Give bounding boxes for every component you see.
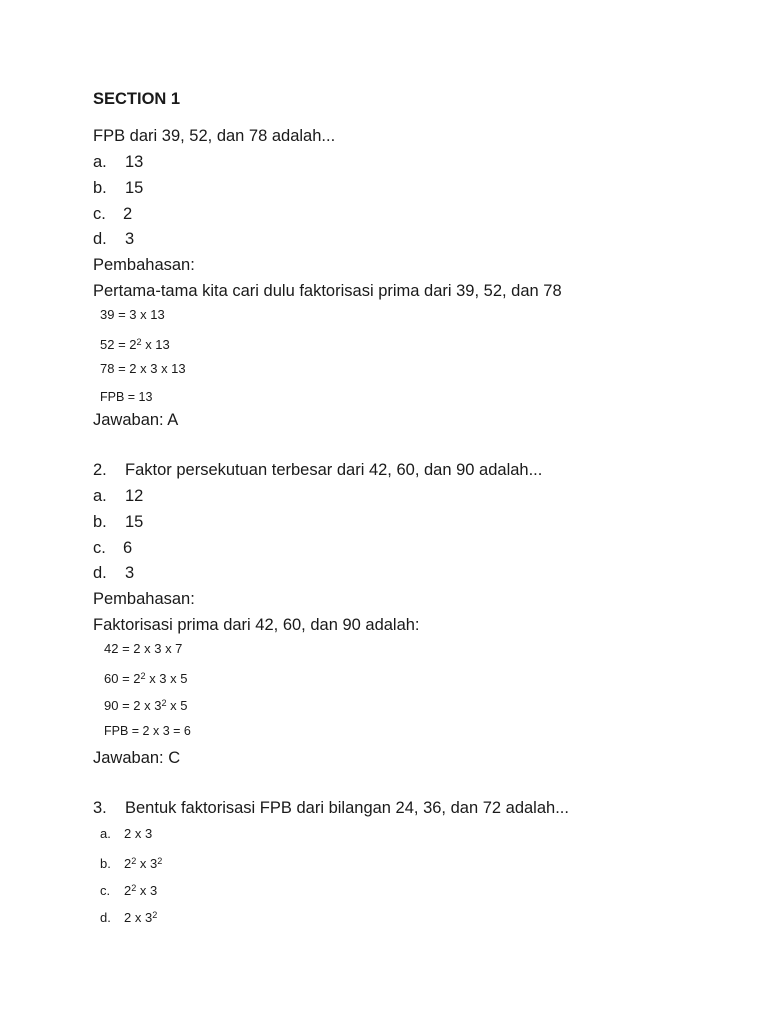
superscript: 2 <box>157 856 163 866</box>
superscript: 2 <box>131 856 137 866</box>
question-2-text: Faktor persekutuan terbesar dari 42, 60, dan 90 adalah... <box>125 461 543 479</box>
q2-answer: Jawaban: C <box>93 749 181 767</box>
step-text: x 5 <box>166 698 188 714</box>
superscript: 2 <box>131 883 137 893</box>
q2-option-b <box>93 511 143 533</box>
option-text: 12 <box>125 487 144 505</box>
option-letter: c. <box>93 539 106 557</box>
option-letter: a. <box>93 153 107 171</box>
q3-option-d <box>100 906 157 927</box>
option-text: x 3 <box>136 856 158 872</box>
option-letter: c. <box>93 205 106 223</box>
option-letter: a. <box>93 487 107 505</box>
option-text: 2 <box>124 856 132 872</box>
option-text: 3 <box>125 230 135 248</box>
option-text: 15 <box>125 513 144 531</box>
q2-option-c <box>93 537 132 559</box>
question-3-text: Bentuk faktorisasi FPB dari bilangan 24, 36, dan 72 adalah... <box>125 799 569 817</box>
option-text: 6 <box>123 539 133 557</box>
option-text: 13 <box>125 153 144 171</box>
q3-option-c <box>100 879 157 900</box>
option-letter: a. <box>100 826 111 841</box>
step-text: 90 = 2 x 3 <box>104 698 162 714</box>
option-letter: b. <box>100 856 111 872</box>
option-text: 2 <box>124 883 132 899</box>
q3-option-b <box>100 852 162 873</box>
q2-step-2 <box>104 667 188 688</box>
section-title: SECTION 1 <box>93 90 181 108</box>
option-letter: b. <box>93 179 107 197</box>
step-text: 52 = 2 <box>100 337 137 353</box>
q1-discussion-label: Pembahasan: <box>93 256 195 274</box>
superscript: 2 <box>136 337 142 347</box>
option-text: 2 x 3 <box>124 910 153 926</box>
question-number: 3. <box>93 799 107 817</box>
q1-step-2 <box>100 333 170 354</box>
q2-step-4: FPB = 2 x 3 = 6 <box>104 724 191 738</box>
superscript: 2 <box>161 698 167 708</box>
q2-option-d <box>93 562 134 584</box>
question-number: 2. <box>93 461 107 479</box>
q1-option-d <box>93 228 134 250</box>
q2-step-1: 42 = 2 x 3 x 7 <box>104 641 183 656</box>
q1-answer: Jawaban: A <box>93 411 179 429</box>
question-1-text: FPB dari 39, 52, dan 78 adalah... <box>93 127 336 145</box>
q1-step-1: 39 = 3 x 13 <box>100 307 165 322</box>
option-text: x 3 <box>136 883 158 899</box>
option-text: 2 x 3 <box>124 826 153 841</box>
q1-discussion-intro: Pertama-tama kita cari dulu faktorisasi prima dari 39, 52, dan 78 <box>93 282 562 300</box>
superscript: 2 <box>152 910 158 920</box>
q2-discussion-label: Pembahasan: <box>93 590 195 608</box>
q1-option-c <box>93 203 132 225</box>
option-text: 2 <box>123 205 133 223</box>
superscript: 2 <box>140 671 146 681</box>
step-text: 60 = 2 <box>104 671 141 687</box>
q2-option-a <box>93 485 143 507</box>
question-2 <box>93 459 542 481</box>
q1-step-4: FPB = 13 <box>100 390 153 404</box>
option-letter: d. <box>100 910 111 926</box>
option-text: 15 <box>125 179 144 197</box>
option-letter: d. <box>93 230 107 248</box>
q2-step-3 <box>104 694 188 715</box>
q2-discussion-intro: Faktorisasi prima dari 42, 60, dan 90 adalah: <box>93 616 420 634</box>
option-text: 3 <box>125 564 135 582</box>
q1-step-3: 78 = 2 x 3 x 13 <box>100 361 186 376</box>
q3-option-a <box>100 825 152 843</box>
option-letter: b. <box>93 513 107 531</box>
q1-option-a <box>93 151 143 173</box>
option-letter: d. <box>93 564 107 582</box>
option-letter: c. <box>100 883 111 899</box>
step-text: x 3 x 5 <box>145 671 188 687</box>
q1-option-b <box>93 177 143 199</box>
step-text: x 13 <box>141 337 170 353</box>
question-3 <box>93 797 569 819</box>
